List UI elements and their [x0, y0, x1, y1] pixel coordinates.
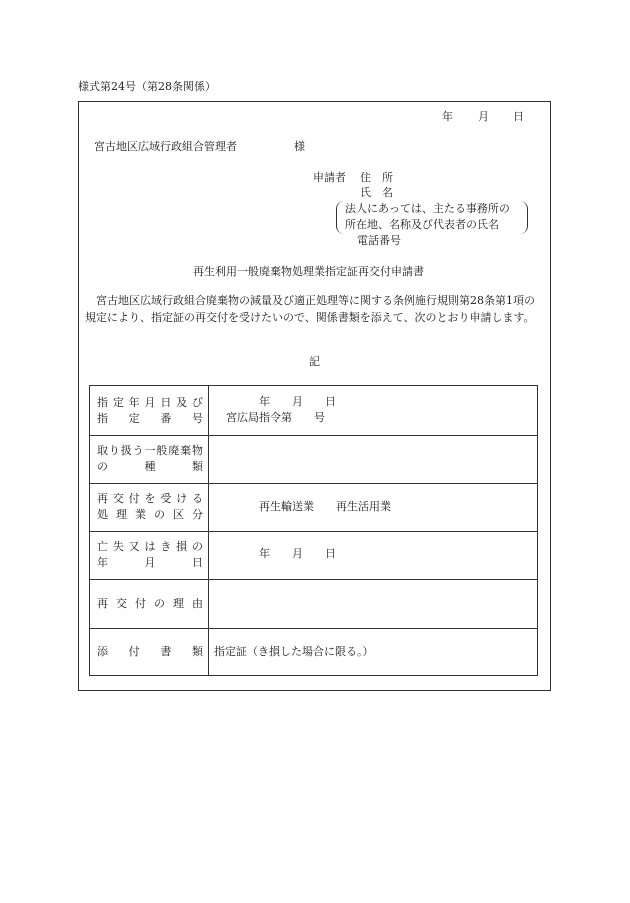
right-bracket: [519, 201, 528, 234]
label-line: 取り扱う一般廃棄物: [97, 444, 203, 457]
row-label-waste-type: [97, 443, 203, 475]
label-line: 処理業の区分: [97, 508, 203, 521]
details-table: [89, 385, 538, 676]
row-divider: [90, 435, 537, 436]
date-month: 月: [478, 110, 489, 123]
row-label-business-category: [97, 491, 203, 523]
label-line: 指定年月日及び: [97, 396, 203, 409]
date-day: 日: [513, 110, 524, 123]
label-line: 年月日: [97, 556, 203, 569]
applicant-label: 申請者: [313, 171, 346, 184]
label-line: の種類: [97, 460, 203, 473]
address-label: 住 所: [360, 171, 393, 184]
addressee-honorific: 様: [294, 140, 305, 153]
left-bracket: [336, 201, 345, 234]
corp-note-line1: 法人にあっては、主たる事務所の: [345, 202, 510, 215]
corp-note-line2: 所在地、名称及び代表者の氏名: [345, 218, 499, 231]
attachments-value: 指定証（き損した場合に限る。）: [214, 645, 374, 658]
label-line: 添付書類: [97, 645, 203, 658]
business-category-value: 再生輸送業 再生活用業: [259, 500, 391, 513]
name-label: 氏 名: [360, 186, 393, 199]
row-label-loss-date: [97, 539, 203, 571]
designation-date-value: 年 月 日: [259, 395, 336, 408]
row-label-attachments: [97, 644, 203, 660]
row-divider: [90, 579, 537, 580]
ki-mark: 記: [309, 355, 320, 368]
row-label-reason: [97, 596, 203, 612]
addressee-name: 宮古地区広域行政組合管理者: [94, 140, 237, 153]
label-line: 亡失又はき損の: [97, 540, 203, 553]
label-line: 再交付を受ける: [97, 492, 203, 505]
designation-number-value: 宮広局指令第 号: [226, 411, 325, 424]
row-label-designation: [97, 395, 203, 427]
body-paragraph: 宮古地区広域行政組合廃棄物の減量及び適正処理等に関する条例施行規則第28条第1項の規定により、指定証の再交付を受けたいので、関係書類を添えて、次のとおり申請します。: [85, 294, 535, 324]
row-divider: [90, 628, 537, 629]
phone-label: 電話番号: [357, 234, 401, 247]
row-divider: [90, 531, 537, 532]
form-number: 様式第24号（第28条関係）: [78, 80, 216, 93]
label-line: 再交付の理由: [97, 597, 203, 610]
row-divider: [90, 483, 537, 484]
document-title: 再生利用一般廃棄物処理業指定証再交付申請書: [193, 265, 424, 278]
label-line: 指定番号: [97, 412, 203, 425]
loss-date-value: 年 月 日: [259, 547, 336, 560]
date-year: 年: [442, 110, 453, 123]
